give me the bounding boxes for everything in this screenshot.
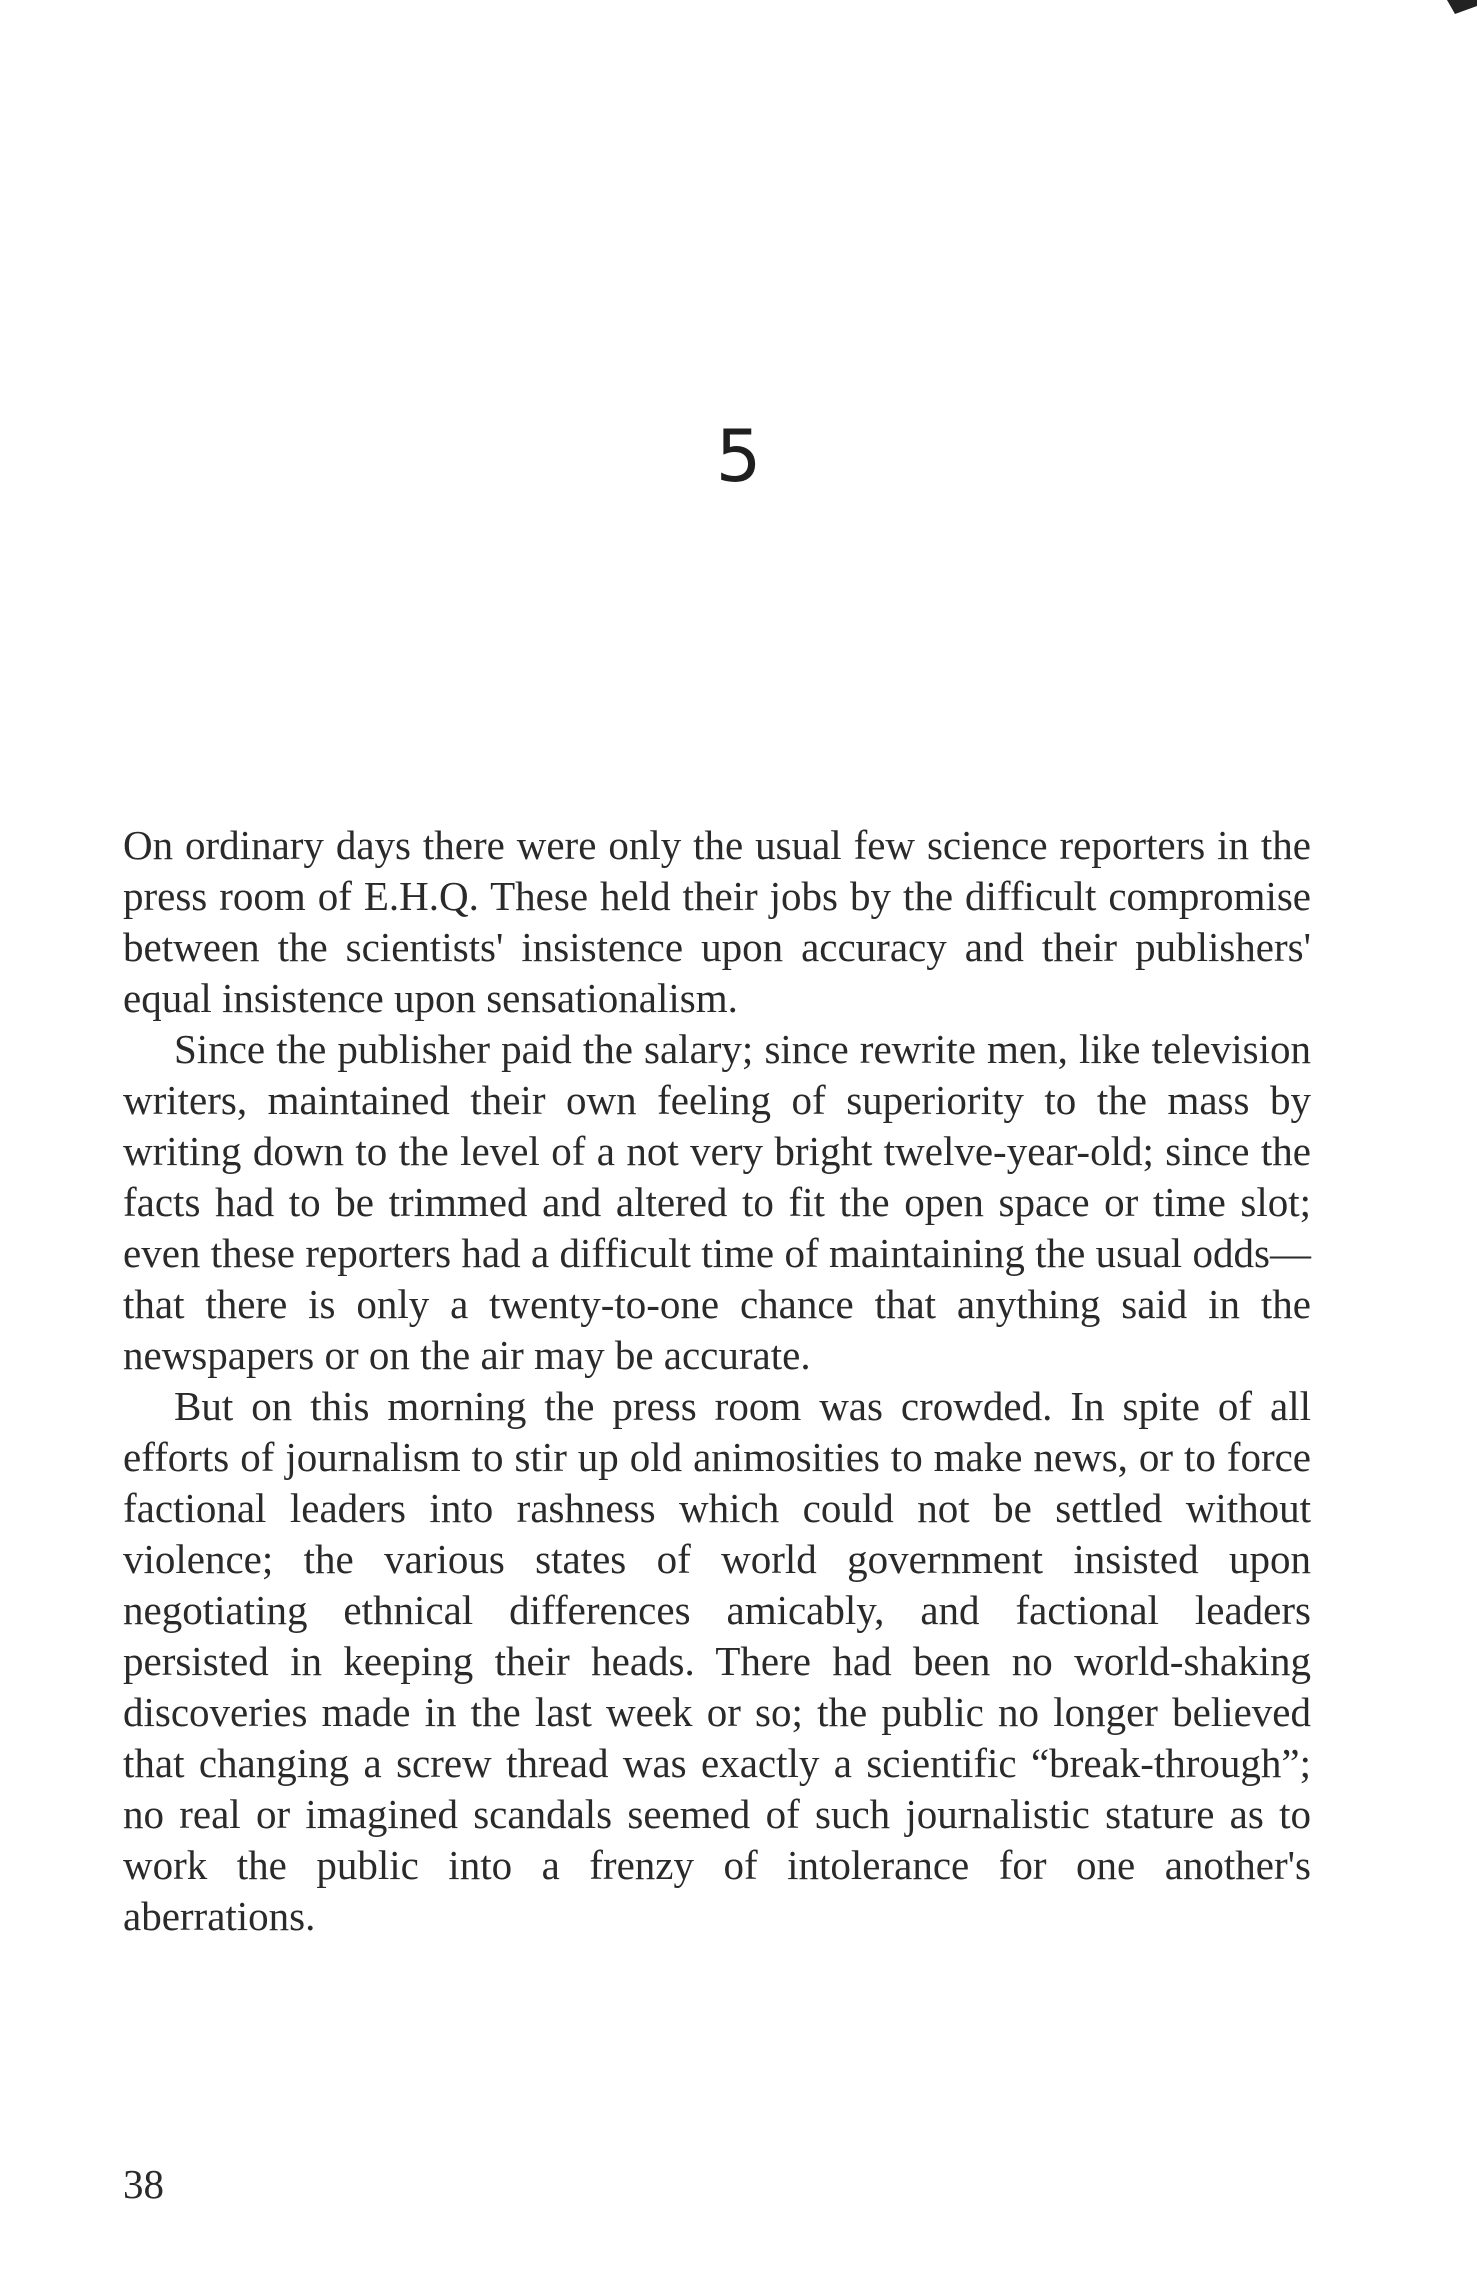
paragraph: But on this morning the press room was crowded. In spite of all efforts of journalism to stir up old animosities to make news, or to force factional leaders into rashness which could not be settled without violence; the various states of world government insisted upon negotiating ethnical differences amicably, and factional leaders persisted in keeping their heads. There had been no world-shaking discoveries made in the last week or so; the public no longer believed that changing a screw thread was exactly a scientific “break-through”; no real or imagined scandals seemed of such journalistic stature as to work the public into a frenzy of intolerance for one another's aberrations. bbox=[123, 1383, 1311, 1939]
corner-mark-icon bbox=[1447, 0, 1477, 14]
body-text bbox=[123, 820, 1311, 1942]
page-number: 38 bbox=[123, 2161, 164, 2207]
paragraph: Since the publisher paid the salary; since rewrite men, like television writers, maintained their own feeling of superiority to the mass by writing down to the level of a not very bright twelve-year-old; since the facts had to be trimmed and altered to fit the open space or time slot; even these reporters had a difficult time of maintaining the usual odds—that there is only a twenty-to-one chance that anything said in the newspapers or on the air may be accurate. bbox=[123, 1026, 1311, 1378]
chapter-number: 5 bbox=[715, 414, 762, 498]
paragraph: On ordinary days there were only the usual few science reporters in the press room of E.H.Q. These held their jobs by the difficult compromise between the scientists' insistence upon accuracy and their publishers' equal insistence upon sensationalism. bbox=[123, 822, 1311, 1021]
